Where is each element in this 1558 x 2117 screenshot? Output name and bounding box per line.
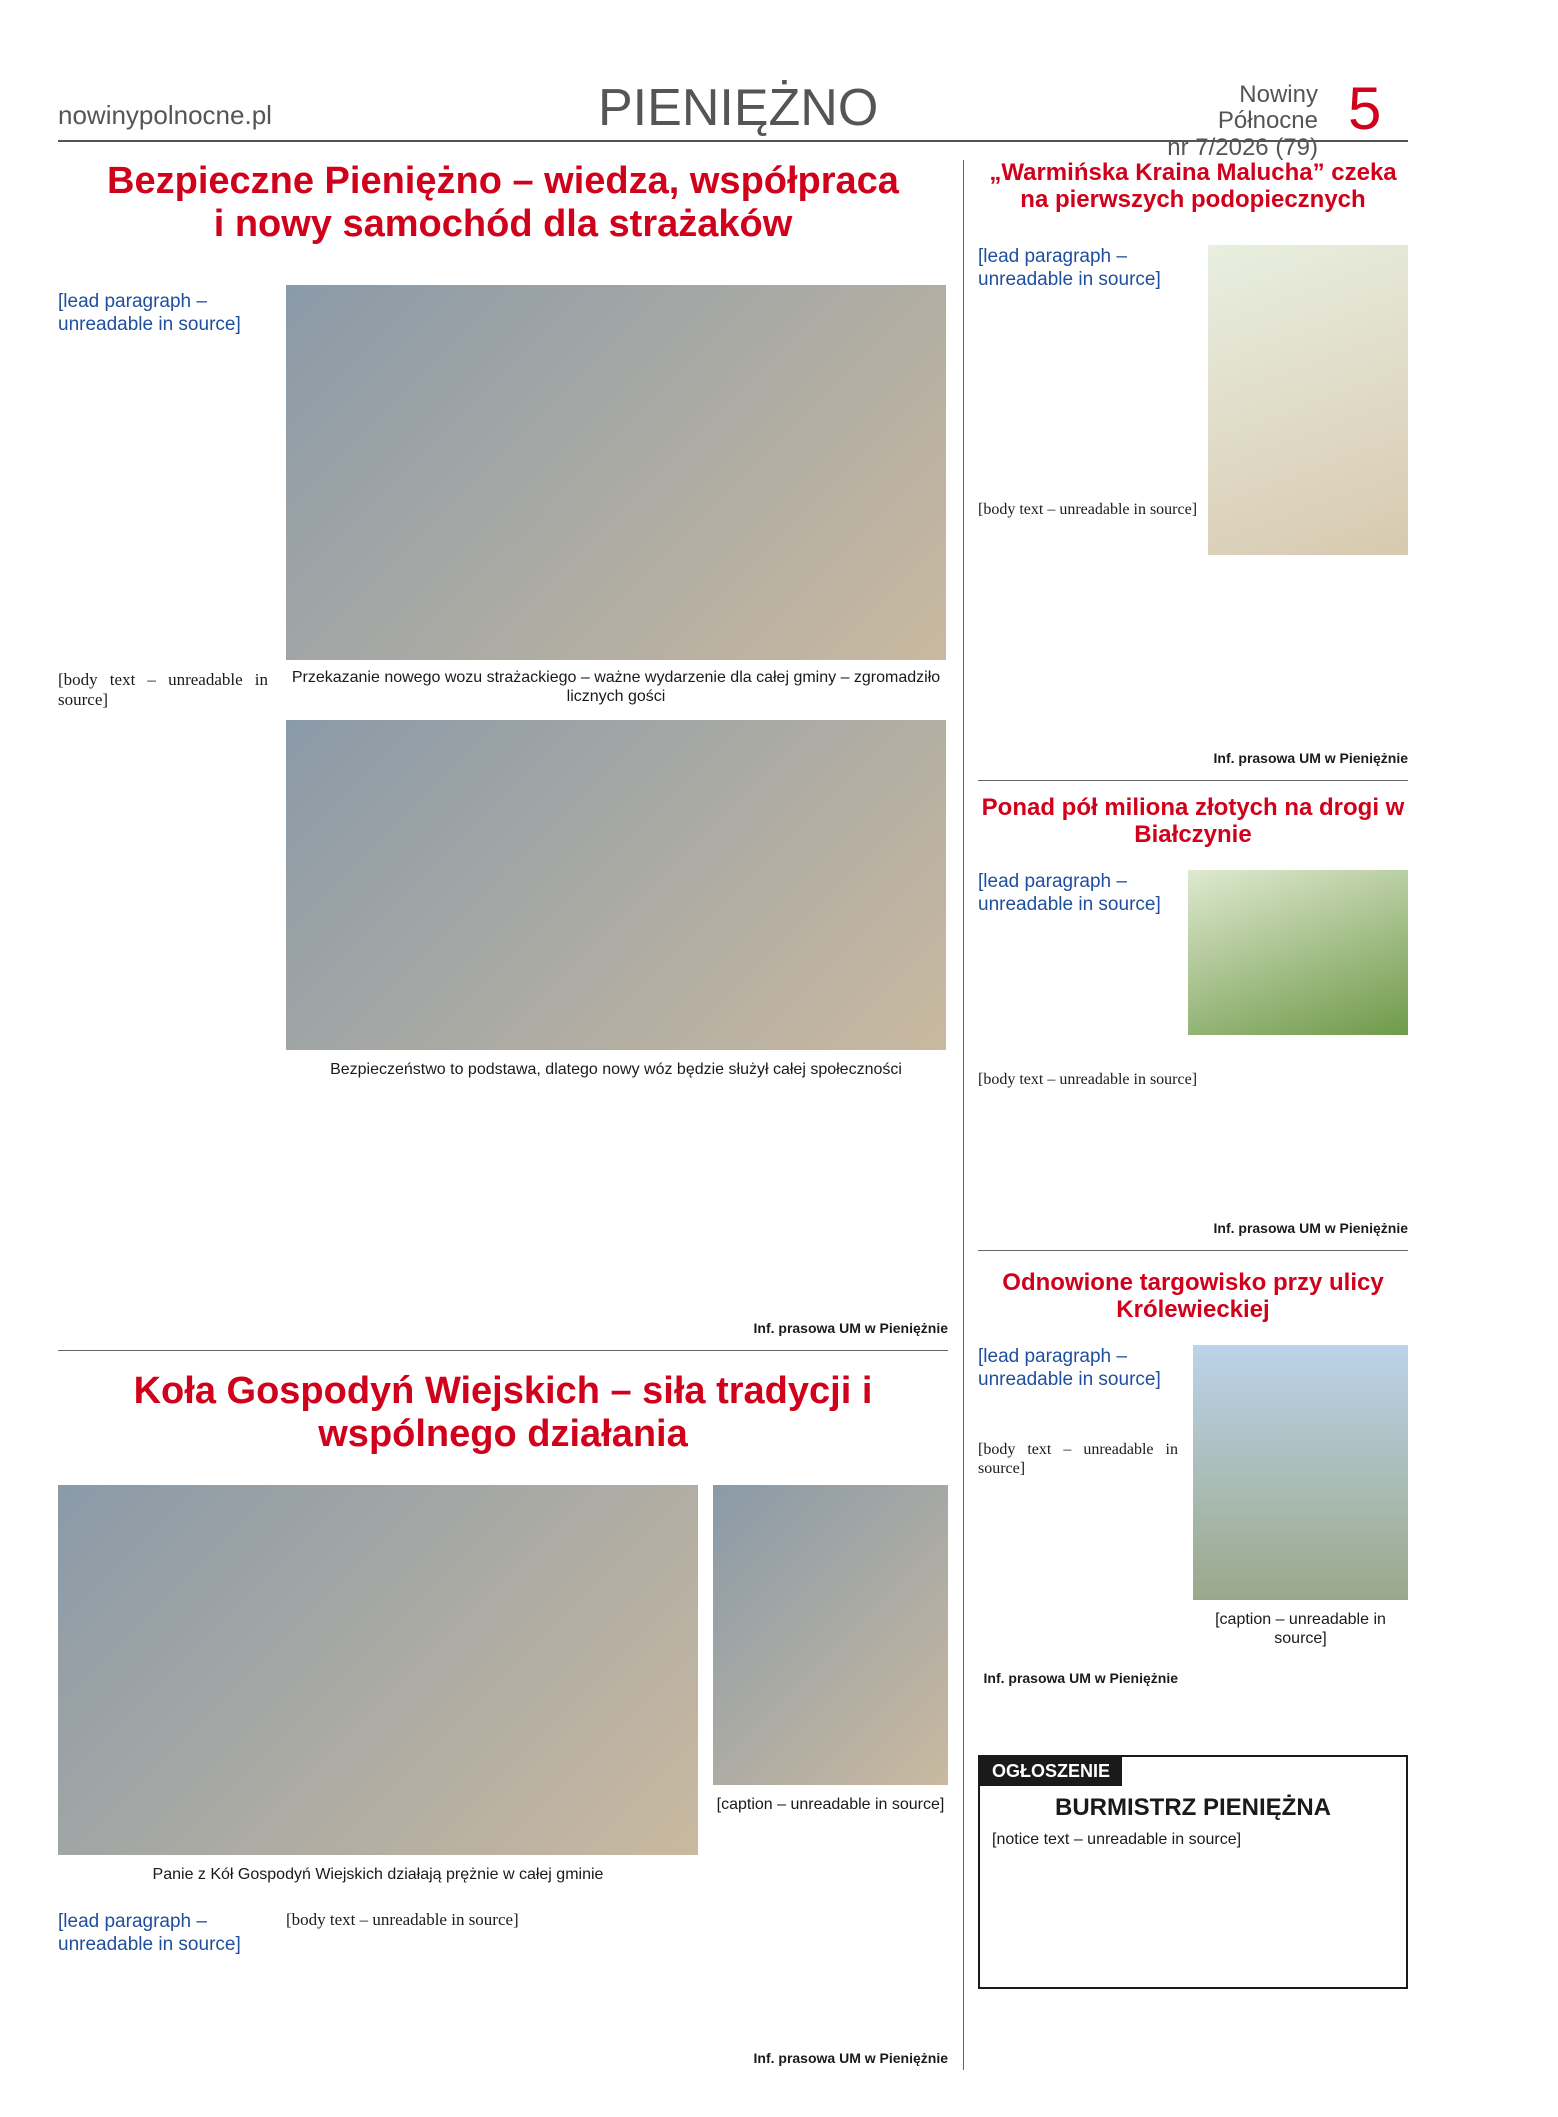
article-zlobek	[978, 160, 1408, 214]
caption-targowisko: [caption – unreadable in source]	[1215, 1611, 1386, 1648]
article-targowisko-title: Odnowione targowisko przy ulicy Królewieckiej	[1002, 1269, 1384, 1323]
article-drogi-title: Ponad pół miliona złotych na drogi w Białczynie	[981, 794, 1405, 848]
caption-fire-truck: Bezpieczeństwo to podstawa, dlatego nowy wóz będzie służył całej społeczności	[330, 1061, 902, 1078]
article-kgw-lead: [lead paragraph – unreadable in source]	[58, 1911, 241, 1956]
photo-kgw-women	[58, 1485, 698, 1855]
caption-kgw-food: [caption – unreadable in source]	[716, 1796, 945, 1813]
ad-tag: OGŁOSZENIE	[980, 1757, 1122, 1786]
article-main-credit: Inf. prasowa UM w Pieniężnie	[753, 1320, 948, 1336]
divider	[58, 1350, 948, 1351]
article-zlobek-lead: [lead paragraph – unreadable in source]	[978, 246, 1161, 291]
article-drogi-body: [body text – unreadable in source]	[978, 1071, 1198, 1088]
article-main-title: Bezpieczne Pieniężno – wiedza, współpraca i nowy samochód dla strażaków	[107, 160, 899, 245]
ad-title: BURMISTRZ PIENIĘŻNA	[1055, 1794, 1331, 1821]
article-targowisko-body: [body text – unreadable in source]	[978, 1441, 1178, 1478]
photo-fire-truck	[286, 720, 946, 1050]
article-targowisko	[978, 1270, 1408, 1324]
article-kgw-body: [body text – unreadable in source]	[286, 1910, 519, 1929]
newspaper-page	[58, 70, 1408, 2070]
article-drogi	[978, 795, 1408, 849]
article-main-lead: [lead paragraph – unreadable in source]	[58, 291, 241, 336]
article-kgw-credit: Inf. prasowa UM w Pieniężnie	[753, 2050, 948, 2066]
ad-box	[978, 1755, 1408, 1989]
caption-firefighters-group: Przekazanie nowego wozu strażackiego – ważne wydarzenie dla całej gminy – zgromadziło licznych gości	[291, 669, 941, 706]
article-drogi-lead: [lead paragraph – unreadable in source]	[978, 871, 1161, 916]
photo-targowisko	[1193, 1345, 1408, 1600]
column-divider	[963, 160, 964, 2070]
site-url: nowinypolnocne.pl	[58, 100, 272, 130]
article-main-body: [body text – unreadable in source]	[58, 670, 268, 710]
article-main	[58, 160, 948, 245]
article-zlobek-title: „Warmińska Kraina Malucha” czeka na pierwszych podopiecznych	[989, 159, 1397, 213]
divider	[978, 1250, 1408, 1251]
paper-name: Nowiny Północne	[1217, 81, 1318, 135]
article-zlobek-credit: Inf. prasowa UM w Pieniężnie	[1213, 750, 1408, 766]
paper-info	[1138, 82, 1318, 161]
issue-number: nr 7/2026 (79)	[1167, 133, 1318, 161]
ad-body: [notice text – unreadable in source]	[992, 1831, 1242, 1848]
divider	[978, 780, 1408, 781]
photo-kgw-food	[713, 1485, 948, 1785]
article-targowisko-lead: [lead paragraph – unreadable in source]	[978, 1346, 1161, 1391]
article-kgw	[58, 1370, 948, 1455]
poster-drogi	[1188, 870, 1408, 1035]
article-targowisko-credit: Inf. prasowa UM w Pieniężnie	[983, 1670, 1178, 1686]
article-kgw-title: Koła Gospodyń Wiejskich – siła tradycji i wspólnego działania	[133, 1370, 873, 1455]
article-zlobek-body: [body text – unreadable in source]	[978, 501, 1198, 518]
caption-kgw-women: Panie z Kół Gospodyń Wiejskich działają prężnie w całej gminie	[152, 1866, 604, 1883]
page-header	[58, 70, 1408, 161]
article-drogi-credit: Inf. prasowa UM w Pieniężnie	[1213, 1220, 1408, 1236]
photo-firefighters-group	[286, 285, 946, 660]
page-number: 5	[1348, 75, 1382, 142]
section-title: PIENIĘŻNO	[598, 79, 879, 137]
